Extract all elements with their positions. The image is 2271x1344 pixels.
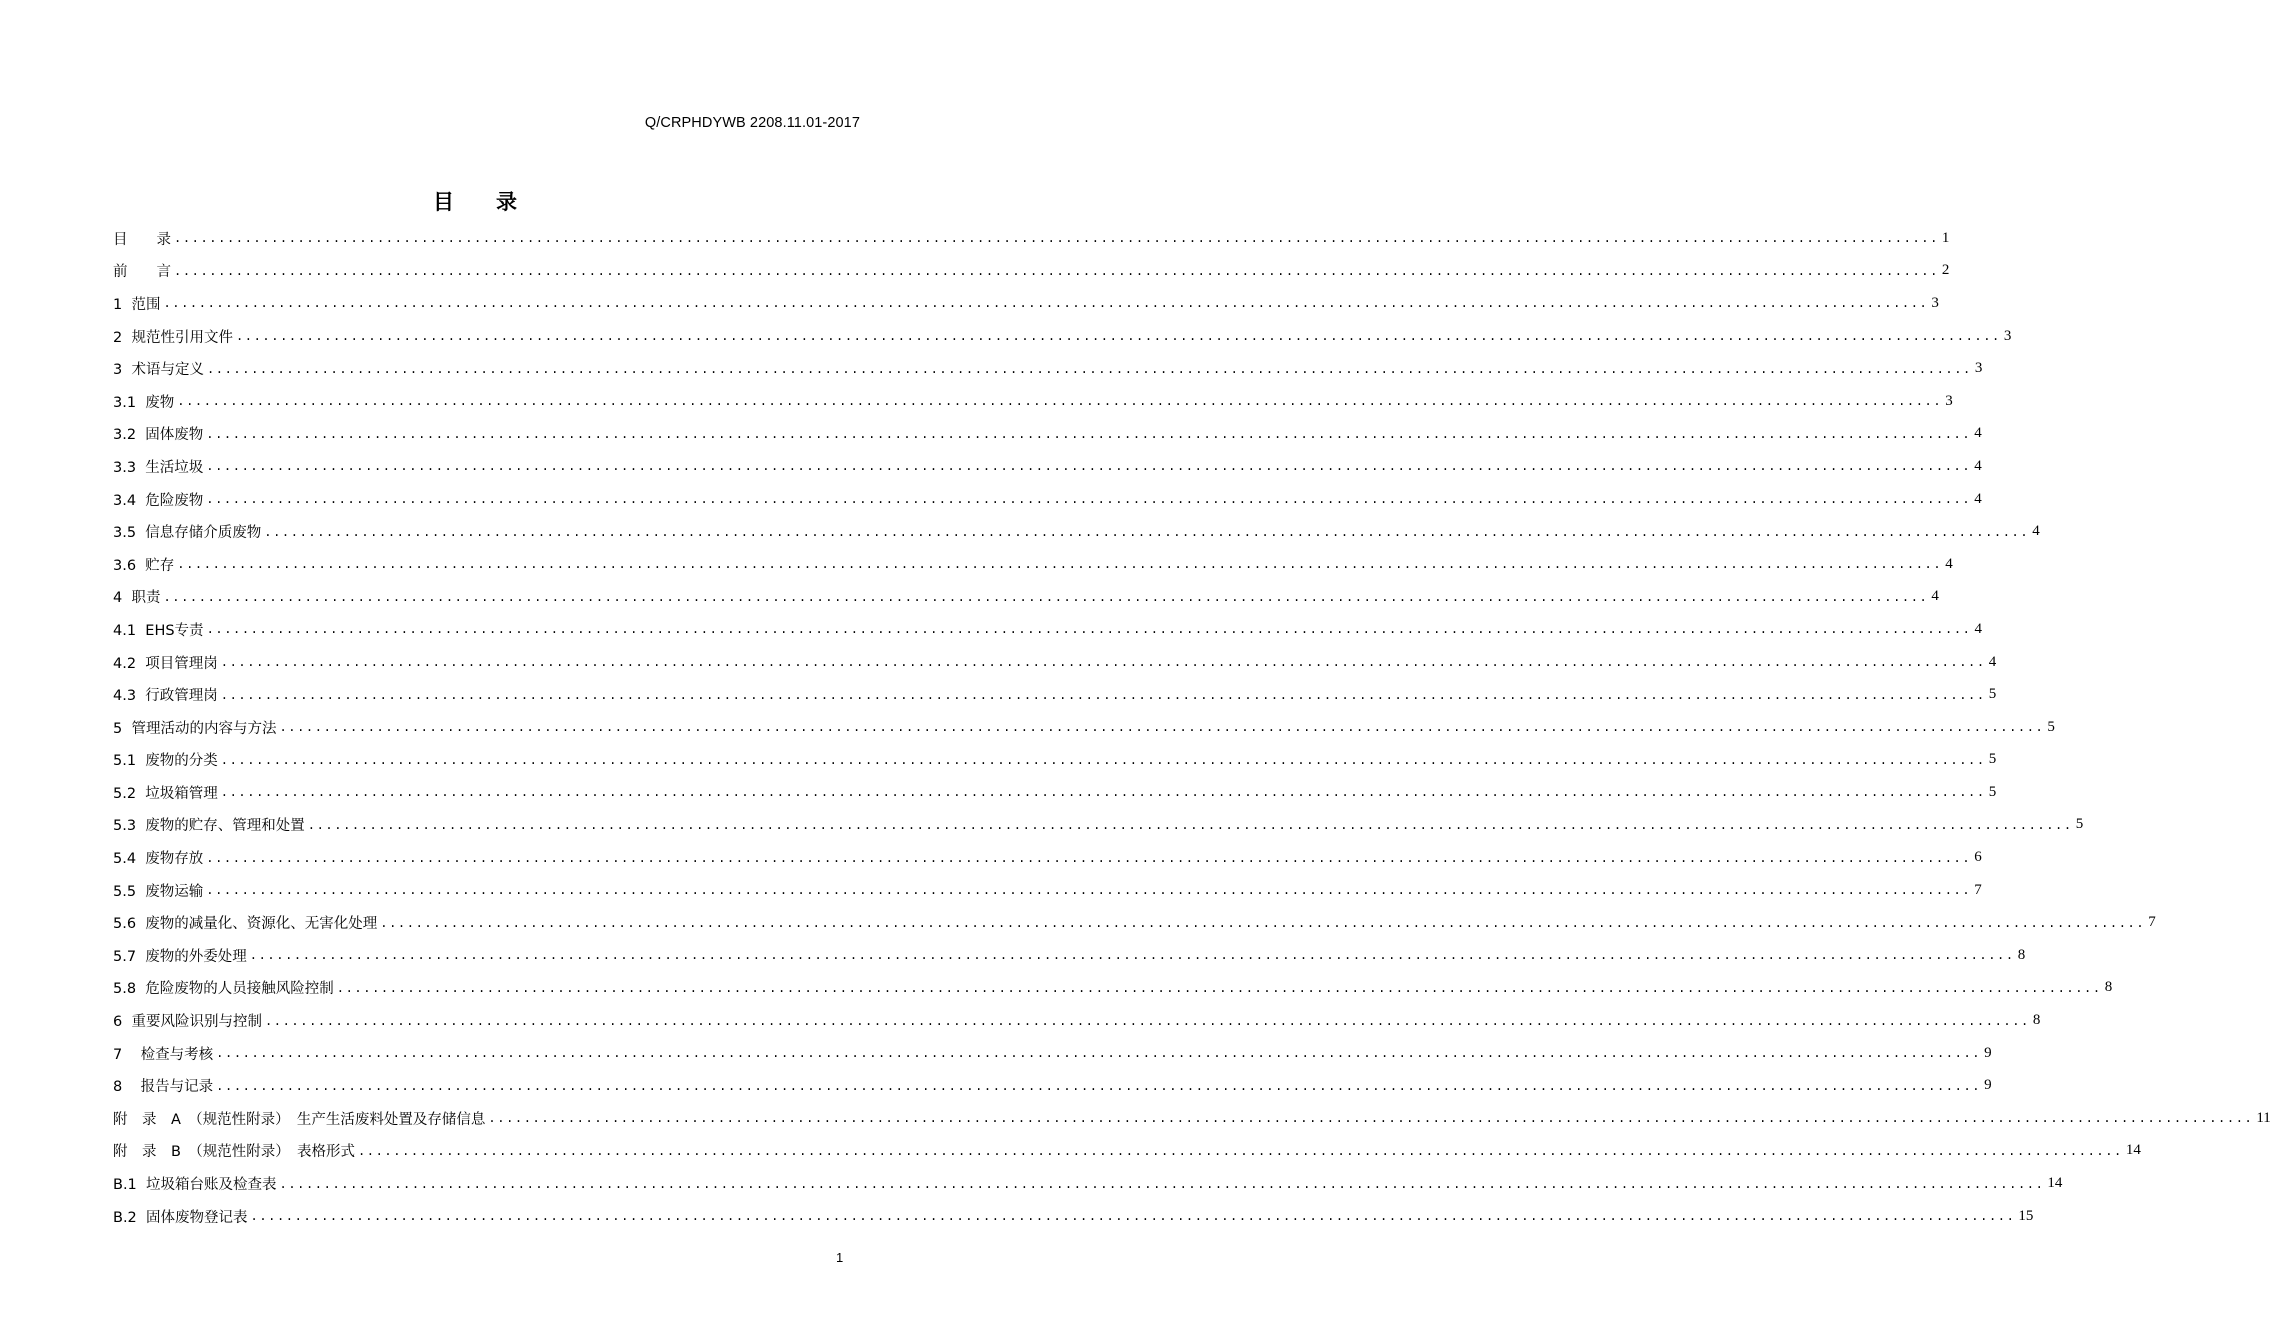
toc-entry-page: 5 bbox=[2047, 718, 2055, 735]
toc-entry[interactable] bbox=[113, 418, 1982, 451]
toc-entry-label: 4.2 项目管理岗 bbox=[113, 655, 218, 672]
toc-entry-page: 1 bbox=[1941, 229, 1950, 246]
toc-leader-dots: ........................................................................................................................................................................................................ bbox=[206, 459, 1972, 474]
toc-entry-page: 6 bbox=[1974, 849, 1982, 866]
toc-leader-dots: ........................................................................................................................................................................................................ bbox=[163, 296, 1929, 311]
toc-entry-label: 3.5 信息存储介质废物 bbox=[113, 525, 262, 542]
toc-entry[interactable] bbox=[113, 548, 1953, 581]
toc-entry[interactable] bbox=[113, 874, 1982, 907]
toc-entry-label: 附 录 A （规范性附录） 生产生活废料处置及存储信息 bbox=[113, 1111, 486, 1128]
toc-entry-label: B.2 固体废物登记表 bbox=[113, 1209, 248, 1226]
toc-entry-label: 7 检查与考核 bbox=[113, 1046, 214, 1063]
toc-entry-label: 5.6 废物的减量化、资源化、无害化处理 bbox=[113, 916, 378, 933]
toc-entry-page: 14 bbox=[2125, 1142, 2141, 1159]
toc-entry-label: 5 管理活动的内容与方法 bbox=[113, 720, 277, 737]
toc-entry-page: 9 bbox=[1984, 1044, 1992, 1061]
toc-entry[interactable] bbox=[113, 1200, 2034, 1233]
toc-leader-dots: ........................................................................................................................................................................................................ bbox=[177, 557, 1943, 572]
toc-leader-dots: ........................................................................................................................................................................................................ bbox=[336, 980, 2102, 995]
toc-entry[interactable] bbox=[113, 841, 1982, 874]
toc-leader-dots: ........................................................................................................................................................................................................ bbox=[357, 1143, 2123, 1158]
toc-entry-page: 2 bbox=[1941, 262, 1950, 279]
toc-entry-label: 附 录 B （规范性附录） 表格形式 bbox=[113, 1144, 355, 1161]
toc-entry-page: 14 bbox=[2047, 1175, 2063, 1192]
toc-entry[interactable] bbox=[113, 581, 1939, 614]
toc-leader-dots: ........................................................................................................................................................................................................ bbox=[264, 1013, 2030, 1028]
toc-entry[interactable] bbox=[113, 678, 1997, 711]
toc-entry-label: 5.7 废物的外委处理 bbox=[113, 948, 247, 965]
toc-entry-label: 5.5 废物运输 bbox=[113, 883, 204, 900]
toc-leader-dots: ........................................................................................................................................................................................................ bbox=[220, 752, 1986, 767]
toc-entry-page: 3 bbox=[2003, 327, 2012, 344]
toc-entry[interactable] bbox=[113, 939, 2026, 972]
toc-entry-label: 3.3 生活垃圾 bbox=[113, 459, 204, 476]
toc-entry[interactable] bbox=[113, 483, 1982, 516]
toc-leader-dots: ........................................................................................................................................................................................................ bbox=[206, 622, 1972, 637]
toc-entry[interactable] bbox=[113, 1167, 2063, 1200]
document-code: Q/CRPHDYWB 2208.11.01-2017 bbox=[644, 115, 860, 131]
toc-leader-dots: ........................................................................................................................................................................................................ bbox=[279, 1176, 2045, 1191]
toc-leader-dots: ........................................................................................................................................................................................................ bbox=[250, 1209, 2016, 1224]
toc-entry-label: 4.3 行政管理岗 bbox=[113, 688, 218, 705]
toc-entry[interactable] bbox=[113, 972, 2113, 1005]
toc-entry-page: 4 bbox=[1974, 457, 1982, 474]
toc-entry-label: 5.3 废物的贮存、管理和处置 bbox=[113, 818, 305, 835]
toc-list bbox=[113, 222, 2271, 1232]
toc-entry-page: 5 bbox=[1988, 686, 1997, 703]
toc-entry-page: 5 bbox=[1988, 783, 1997, 800]
toc-entry-page: 3 bbox=[1974, 360, 1983, 377]
toc-entry-page: 9 bbox=[1984, 1077, 1992, 1094]
toc-entry-page: 11 bbox=[2256, 1109, 2271, 1126]
toc-entry[interactable] bbox=[113, 385, 1953, 418]
toc-entry-label: 3 术语与定义 bbox=[113, 362, 204, 379]
toc-entry[interactable] bbox=[113, 776, 1997, 809]
toc-entry-page: 8 bbox=[2032, 1012, 2041, 1029]
toc-entry[interactable] bbox=[113, 613, 1982, 646]
toc-entry-label: 4.1 EHS专责 bbox=[113, 622, 204, 639]
toc-entry-page: 3 bbox=[1945, 392, 1953, 409]
toc-entry-label: 8 报告与记录 bbox=[113, 1079, 214, 1096]
toc-entry-page: 5 bbox=[1988, 751, 1997, 768]
toc-title: 目 录 bbox=[433, 190, 517, 214]
toc-entry-page: 15 bbox=[2018, 1207, 2034, 1224]
toc-entry[interactable] bbox=[113, 320, 2012, 353]
toc-entry-label: 3.1 废物 bbox=[113, 394, 175, 411]
toc-leader-dots: ........................................................................................................................................................................................................ bbox=[206, 850, 1972, 865]
toc-entry[interactable] bbox=[113, 352, 1983, 385]
toc-leader-dots: ........................................................................................................................................................................................................ bbox=[216, 1046, 1982, 1061]
toc-leader-dots: ........................................................................................................................................................................................................ bbox=[220, 655, 1986, 670]
toc-entry[interactable] bbox=[113, 906, 2156, 939]
toc-entry[interactable] bbox=[113, 1004, 2041, 1037]
toc-entry[interactable] bbox=[113, 1102, 2271, 1135]
toc-entry[interactable] bbox=[113, 287, 1939, 320]
toc-entry-label: 3.4 危险废物 bbox=[113, 492, 204, 509]
toc-entry[interactable] bbox=[113, 222, 1950, 255]
toc-entry-label: 前 言 bbox=[113, 264, 171, 281]
toc-entry-label: B.1 垃圾箱台账及检查表 bbox=[113, 1177, 277, 1194]
toc-leader-dots: ........................................................................................................................................................................................................ bbox=[380, 915, 2146, 930]
toc-entry-label: 5.1 废物的分类 bbox=[113, 753, 218, 770]
toc-entry-page: 7 bbox=[2148, 914, 2156, 931]
toc-entry-page: 5 bbox=[2075, 816, 2084, 833]
toc-leader-dots: ........................................................................................................................................................................................................ bbox=[206, 361, 1972, 376]
toc-leader-dots: ........................................................................................................................................................................................................ bbox=[220, 785, 1986, 800]
toc-leader-dots: ........................................................................................................................................................................................................ bbox=[488, 1111, 2254, 1126]
toc-leader-dots: ........................................................................................................................................................................................................ bbox=[174, 263, 1939, 278]
toc-entry-label: 3.2 固体废物 bbox=[113, 427, 204, 444]
toc-entry-page: 4 bbox=[1974, 490, 1982, 507]
toc-leader-dots: ........................................................................................................................................................................................................ bbox=[177, 394, 1943, 409]
toc-entry-page: 4 bbox=[1931, 588, 1939, 605]
toc-leader-dots: ........................................................................................................................................................................................................ bbox=[163, 589, 1929, 604]
toc-entry[interactable] bbox=[113, 711, 2055, 744]
toc-entry-page: 3 bbox=[1931, 294, 1939, 311]
toc-entry-page: 7 bbox=[1974, 881, 1982, 898]
toc-entry-label: 1 范围 bbox=[113, 296, 161, 313]
toc-entry-label: 5.2 垃圾箱管理 bbox=[113, 785, 218, 802]
toc-entry[interactable] bbox=[113, 646, 1997, 679]
toc-entry-page: 4 bbox=[1974, 425, 1982, 442]
toc-entry[interactable] bbox=[113, 515, 2040, 548]
toc-entry[interactable] bbox=[113, 255, 1950, 288]
toc-leader-dots: ........................................................................................................................................................................................................ bbox=[206, 426, 1972, 441]
toc-leader-dots: ........................................................................................................................................................................................................ bbox=[264, 524, 2030, 539]
toc-entry-label: 4 职责 bbox=[113, 590, 161, 607]
toc-entry-label: 5.4 废物存放 bbox=[113, 851, 204, 868]
toc-leader-dots: ........................................................................................................................................................................................................ bbox=[206, 883, 1972, 898]
toc-entry-page: 8 bbox=[2104, 979, 2113, 996]
toc-entry-page: 4 bbox=[1988, 653, 1997, 670]
toc-entry[interactable] bbox=[113, 809, 2084, 842]
toc-entry-page: 4 bbox=[1974, 620, 1982, 637]
toc-entry[interactable] bbox=[113, 1037, 1992, 1070]
toc-leader-dots: ........................................................................................................................................................................................................ bbox=[249, 948, 2015, 963]
toc-entry-page: 4 bbox=[1945, 555, 1953, 572]
toc-leader-dots: ........................................................................................................................................................................................................ bbox=[216, 1078, 1982, 1093]
page-number: 1 bbox=[836, 1250, 844, 1265]
toc-leader-dots: ........................................................................................................................................................................................................ bbox=[279, 720, 2045, 735]
toc-leader-dots: ........................................................................................................................................................................................................ bbox=[206, 492, 1972, 507]
toc-entry-label: 6 重要风险识别与控制 bbox=[113, 1014, 262, 1031]
toc-entry-page: 4 bbox=[2032, 523, 2040, 540]
toc-entry[interactable] bbox=[113, 1069, 1992, 1102]
toc-entry[interactable] bbox=[113, 450, 1982, 483]
toc-entry-label: 5.8 危险废物的人员接触风险控制 bbox=[113, 981, 334, 998]
toc-entry-page: 8 bbox=[2017, 946, 2026, 963]
toc-leader-dots: ........................................................................................................................................................................................................ bbox=[235, 329, 2001, 344]
toc-entry[interactable] bbox=[113, 1135, 2141, 1168]
toc-leader-dots: ........................................................................................................................................................................................................ bbox=[220, 687, 1986, 702]
toc-entry-label: 3.6 贮存 bbox=[113, 557, 175, 574]
toc-leader-dots: ........................................................................................................................................................................................................ bbox=[174, 231, 1939, 246]
toc-entry-label: 2 规范性引用文件 bbox=[113, 329, 233, 346]
toc-leader-dots: ........................................................................................................................................................................................................ bbox=[307, 817, 2073, 832]
toc-entry-label: 目 录 bbox=[113, 231, 171, 248]
toc-entry[interactable] bbox=[113, 744, 1997, 777]
